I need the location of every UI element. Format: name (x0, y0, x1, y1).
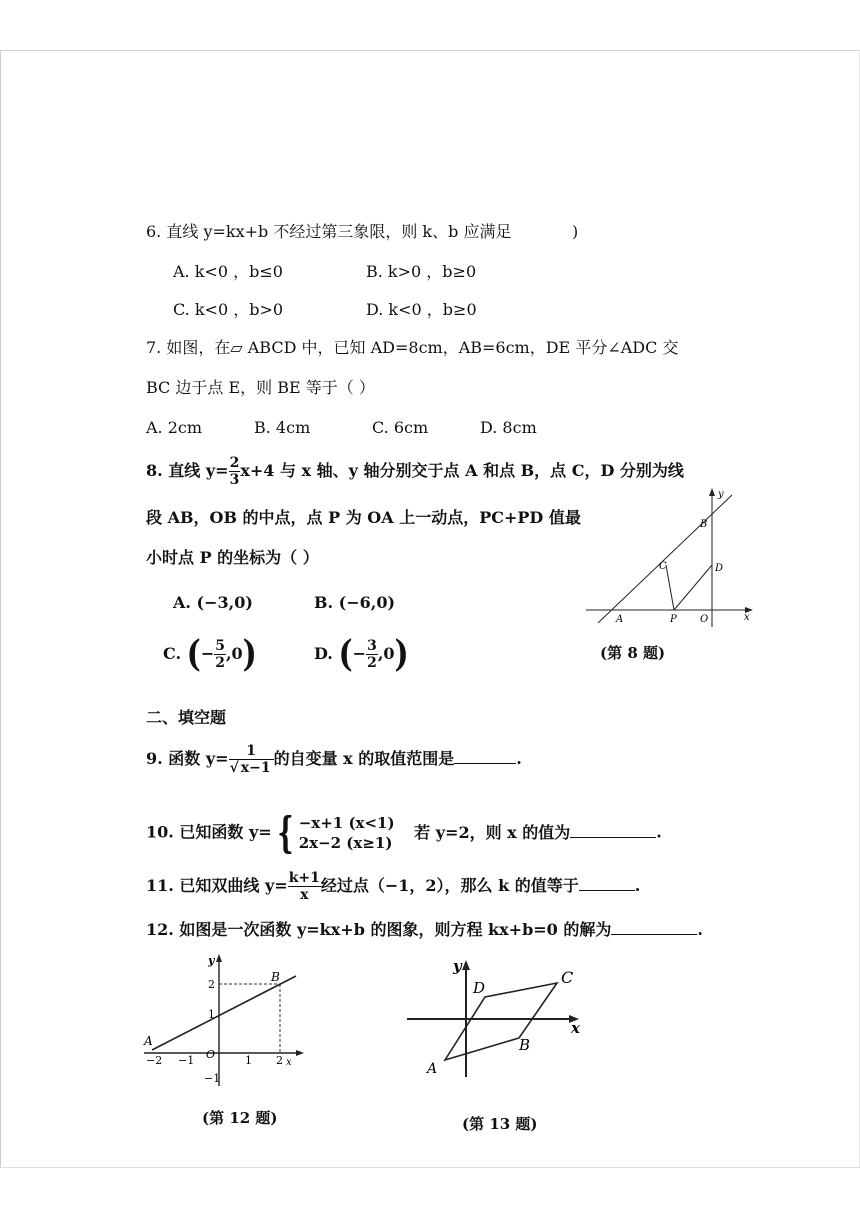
q12-label-y: y (208, 954, 215, 967)
q12-label-x: x (286, 1057, 292, 1068)
q12-tick-minus1: −1 (178, 1054, 195, 1067)
q9-line: 9. 函数 y= $\frac{1}{√ x-1}$ 的自变量 x 的取值范围是 . (146, 743, 522, 776)
q6-stem: 6. 直线 y=kx+b 不经过第三象限，则 k、b 应满足 (146, 222, 512, 241)
q13-label-b: B (519, 1036, 531, 1054)
q12-tick-minus2: −2 (146, 1054, 163, 1067)
q12-caption: (第 12 题) (202, 1109, 278, 1127)
q12-ytick-minus1: −1 (204, 1072, 221, 1085)
q6-paren: ) (572, 222, 579, 241)
q8-label-o: O (700, 614, 709, 625)
q8-label-b: B (700, 519, 708, 530)
q13-figure (405, 955, 595, 1085)
q13-label-y: y (453, 957, 462, 975)
q13-label-c: C (561, 968, 574, 987)
q8-line1: 8. 直线 y= $\frac{2}{3}$ x+4 与 x 轴、y 轴分别交于点 A 和点 B，点 C，D 分别为线 (146, 455, 684, 488)
q8-figure (582, 485, 762, 630)
q13-label-x: x (571, 1019, 580, 1037)
q12-x-arrow (296, 1050, 304, 1056)
q12-figure (140, 950, 310, 1090)
q7-option-c: C. 6cm (372, 418, 429, 437)
q13-parallelogram (445, 983, 557, 1060)
q8-label-c: C (659, 561, 667, 572)
q8-label-y: y (718, 489, 724, 500)
q13-y-arrow (462, 960, 470, 970)
q13-label-a: A (427, 1061, 438, 1077)
q8-line3: 小时点 P 的坐标为（ ） (146, 548, 319, 567)
q12-ytick-2: 2 (208, 978, 215, 991)
page-bottom-rule (0, 1167, 860, 1168)
q6-option-a: A. k<0 ，b≤0 (173, 262, 283, 281)
q7-line2: BC 边于点 E，则 BE 等于（ ） (146, 378, 375, 397)
q8-line2: 段 AB，OB 的中点，点 P 为 OA 上一动点，PC+PD 值最 (146, 508, 581, 527)
section-fill-in-title: 二、填空题 (146, 708, 227, 727)
q12-graph-line (152, 976, 296, 1050)
q7-option-b: B. 4cm (254, 418, 311, 437)
q8-segment-pd (674, 565, 712, 610)
q12-tick-2: 2 (276, 1054, 283, 1067)
q11-line: 11. 已知双曲线 y= $\frac{k+1}{x}$ 经过点（−1，2），那么 k 的值等于 . (146, 870, 641, 903)
q10-blank (570, 823, 656, 838)
q10-line: 10. 已知函数 y= { −x+1 (x<1) 2x−2 (x≥1) 若 y=2，则 x 的值为 . (146, 808, 662, 857)
q8-label-a: A (616, 614, 624, 625)
q8-y-arrow (709, 488, 715, 496)
q6-option-d: D. k<0 ，b≥0 (366, 300, 477, 319)
q11-blank (579, 876, 635, 891)
q8-label-p: P (670, 614, 677, 625)
q8-option-d: D. (− $\frac{3}{2}$ ,0) (314, 632, 409, 675)
q13-label-d: D (473, 979, 486, 997)
q11-fraction: $\frac{k+1}{x}$ (288, 870, 320, 903)
q8-option-a: A. (−3,0) (173, 593, 253, 612)
q7-option-a: A. 2cm (146, 418, 203, 437)
q9-fraction: $\frac{1}{√ x-1}$ (229, 743, 274, 776)
q8-caption: (第 8 题) (600, 644, 666, 662)
q13-caption: (第 13 题) (462, 1115, 538, 1133)
q7-line1: 7. 如图，在▱ ABCD 中，已知 AD=8cm，AB=6cm，DE 平分∠ADC 交 (146, 338, 679, 357)
q12-blank (611, 920, 697, 935)
q6-option-b: B. k>0 ，b≥0 (366, 262, 477, 281)
q12-line: 12. 如图是一次函数 y=kx+b 的图象，则方程 kx+b=0 的解为 . (146, 920, 703, 939)
q8-slope-fraction: $\frac{2}{3}$ (229, 455, 240, 488)
q8-option-b: B. (−6,0) (314, 593, 396, 612)
q12-ytick-1: 1 (208, 1008, 215, 1021)
q7-option-d: D. 8cm (480, 418, 537, 437)
q12-label-a: A (144, 1034, 153, 1048)
q12-label-o: O (206, 1048, 216, 1061)
q8-segment-pc (666, 565, 674, 610)
q9-blank (454, 749, 516, 764)
q12-tick-1: 1 (245, 1054, 252, 1067)
q8-label-x: x (744, 612, 750, 623)
q10-piecewise: −x+1 (x<1) 2x−2 (x≥1) (298, 814, 395, 852)
q8-label-d: D (715, 563, 724, 574)
q6-option-c: C. k<0 ，b>0 (173, 300, 284, 319)
q12-label-b: B (271, 970, 280, 984)
q12-y-arrow (216, 954, 222, 962)
q8-option-c: C. (− $\frac{5}{2}$ ,0) (163, 632, 257, 675)
